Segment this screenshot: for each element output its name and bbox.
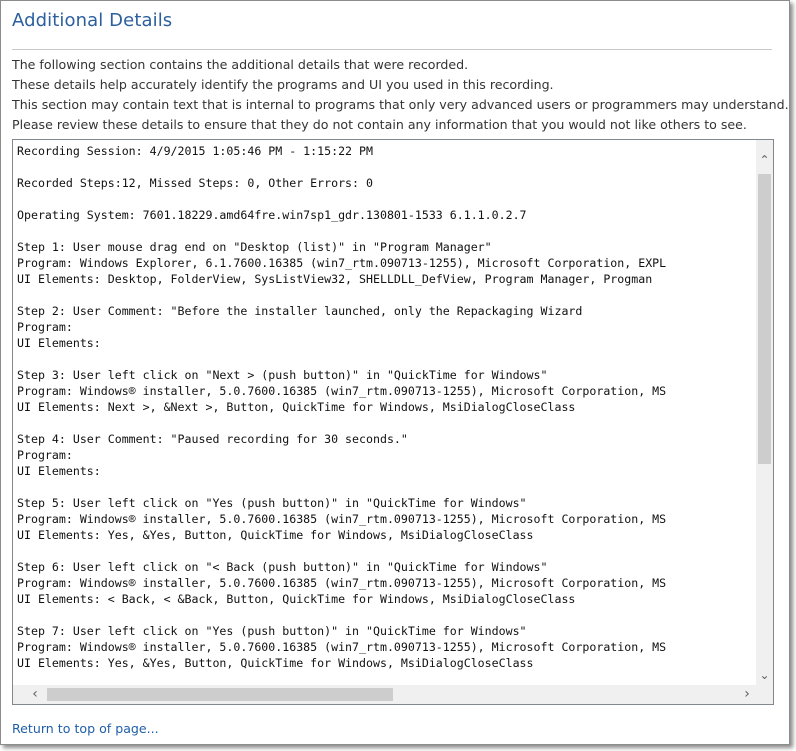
vertical-scroll-thumb[interactable] xyxy=(758,174,771,464)
details-line xyxy=(17,191,757,207)
details-line: Recording Session: 4/9/2015 1:05:46 PM - 1:15:22 PM xyxy=(17,144,373,158)
intro-line: These details help accurately identify the programs and UI you used in this recording. xyxy=(12,77,554,92)
chevron-up-icon[interactable]: ⌃ xyxy=(759,153,770,167)
title-divider xyxy=(12,49,772,50)
details-line: Program: Windows® installer, 5.0.7600.16385 (win7_rtm.090713-1255), Microsoft Corporation, MS xyxy=(17,576,667,590)
vertical-scrollbar[interactable] xyxy=(756,140,773,686)
details-line xyxy=(17,351,757,367)
section-title: Additional Details xyxy=(12,10,173,31)
horizontal-scrollbar[interactable] xyxy=(13,685,757,704)
intro-text xyxy=(12,55,789,135)
details-line: UI Elements: Desktop, FolderView, SysListView32, SHELLDLL_DefView, Program Manager, Progman xyxy=(17,272,653,286)
details-textbox[interactable] xyxy=(12,139,774,705)
chevron-down-icon[interactable]: ⌄ xyxy=(759,668,770,682)
intro-line: Please review these details to ensure that they do not contain any information that you would not like others to see. xyxy=(12,117,747,132)
details-line xyxy=(17,287,757,303)
intro-line: The following section contains the additional details that were recorded. xyxy=(12,57,469,72)
details-text xyxy=(17,143,757,686)
details-line: UI Elements: Next >, &Next >, Button, QuickTime for Windows, MsiDialogCloseClass xyxy=(17,400,576,414)
details-line: Operating System: 7601.18229.amd64fre.win7sp1_gdr.130801-1533 6.1.1.0.2.7 xyxy=(17,208,527,222)
details-line: UI Elements: xyxy=(17,336,101,350)
chevron-right-icon[interactable]: › xyxy=(744,686,750,702)
details-line: Step 7: User left click on "Yes (push button)" in "QuickTime for Windows" xyxy=(17,624,527,638)
details-line: UI Elements: Yes, &Yes, Button, QuickTime for Windows, MsiDialogCloseClass xyxy=(17,528,534,542)
details-line: Program: xyxy=(17,448,73,462)
details-line: Recorded Steps:12, Missed Steps: 0, Other Errors: 0 xyxy=(17,176,373,190)
details-line: Program: Windows® installer, 5.0.7600.16385 (win7_rtm.090713-1255), Microsoft Corporation, MS xyxy=(17,384,667,398)
details-line xyxy=(17,415,757,431)
intro-line: This section may contain text that is internal to programs that only very advanced users or programmers may understand. xyxy=(12,97,789,112)
chevron-left-icon[interactable]: ‹ xyxy=(32,686,38,702)
details-line xyxy=(17,223,757,239)
details-line: Step 6: User left click on "< Back (push button)" in "QuickTime for Windows" xyxy=(17,560,548,574)
details-line xyxy=(17,607,757,623)
return-to-top-link[interactable]: Return to top of page... xyxy=(12,721,159,736)
horizontal-scroll-thumb[interactable] xyxy=(47,688,393,701)
details-line: Step 1: User mouse drag end on "Desktop (list)" in "Program Manager" xyxy=(17,240,492,254)
details-line: UI Elements: Yes, &Yes, Button, QuickTime for Windows, MsiDialogCloseClass xyxy=(17,656,534,670)
details-line: Step 4: User Comment: "Paused recording for 30 seconds." xyxy=(17,432,408,446)
details-line: Step 2: User Comment: "Before the installer launched, only the Repackaging Wizard xyxy=(17,304,583,318)
details-line: Step 3: User left click on "Next > (push button)" in "QuickTime for Windows" xyxy=(17,368,548,382)
details-line: Step 5: User left click on "Yes (push button)" in "QuickTime for Windows" xyxy=(17,496,527,510)
details-line: Program: xyxy=(17,320,73,334)
details-line xyxy=(17,543,757,559)
details-line: UI Elements: xyxy=(17,464,101,478)
details-line: Program: Windows® installer, 5.0.7600.16385 (win7_rtm.090713-1255), Microsoft Corporation, MS xyxy=(17,512,667,526)
details-line: Program: Windows Explorer, 6.1.7600.16385 (win7_rtm.090713-1255), Microsoft Corporation, EXPL xyxy=(17,256,667,270)
details-line: UI Elements: < Back, < &Back, Button, QuickTime for Windows, MsiDialogCloseClass xyxy=(17,592,576,606)
details-line xyxy=(17,479,757,495)
details-line xyxy=(17,159,757,175)
scroll-corner xyxy=(756,685,773,704)
details-line: Program: Windows® installer, 5.0.7600.16385 (win7_rtm.090713-1255), Microsoft Corporation, MS xyxy=(17,640,667,654)
